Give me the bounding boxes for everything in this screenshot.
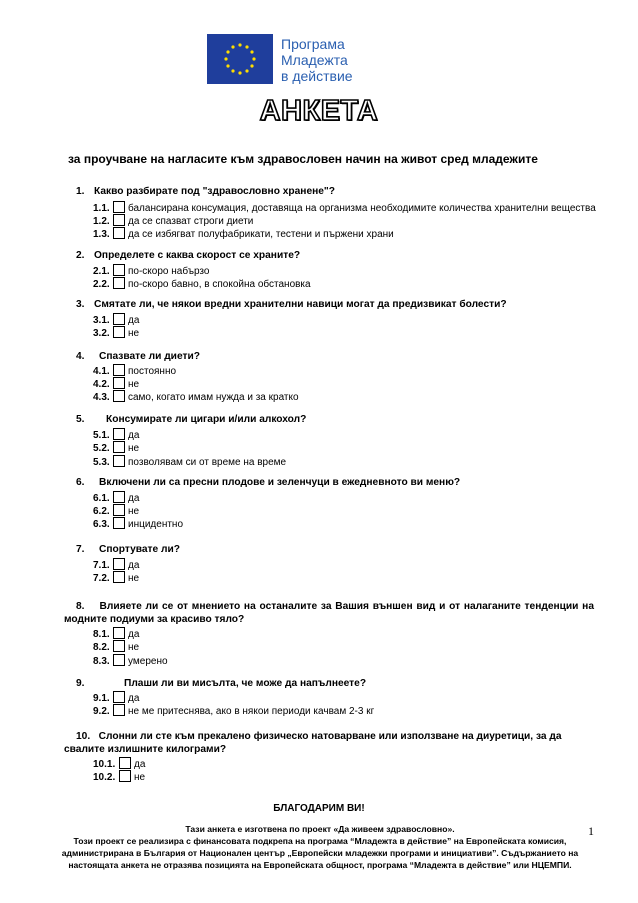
question-text: Включени ли са пресни плодове и зеленчуци в ежедневното ви меню?	[99, 477, 461, 488]
option-number: 3.2.	[93, 328, 110, 339]
option-number: 5.2.	[93, 443, 110, 454]
option-text: не	[128, 642, 140, 653]
option-text: да	[128, 560, 140, 571]
checkbox[interactable]	[113, 455, 125, 467]
question-text: Какво разбирате под "здравословно хранене"?	[94, 186, 335, 197]
option-number: 9.1.	[93, 693, 110, 704]
checkbox[interactable]	[113, 227, 125, 239]
checkbox[interactable]	[113, 504, 125, 516]
thanks-text: БЛАГОДАРИМ ВИ!	[273, 803, 365, 814]
footer-line-3: администрирана в България от Национален център „Европейски младежки програми и инициативи”. Съдържанието на	[61, 848, 579, 858]
question-text: Спазвате ли диети?	[99, 351, 200, 362]
option-1-2[interactable]	[93, 214, 253, 226]
option-text: да се спазват строги диети	[128, 216, 254, 227]
option-9-2[interactable]	[93, 704, 374, 716]
option-text: само, когато имам нужда и за кратко	[128, 392, 299, 403]
option-number: 10.1.	[93, 759, 116, 770]
question-text: Определете с каква скорост се храните?	[94, 250, 301, 261]
question-8	[64, 600, 594, 626]
option-number: 6.1.	[93, 493, 110, 504]
question-1	[76, 186, 335, 197]
option-number: 10.2.	[93, 772, 116, 783]
option-text: балансирана консумация, доставяща на организма необходимите количества хранителни вещества	[128, 203, 596, 214]
question-text: Консумирате ли цигари и/или алкохол?	[106, 414, 307, 425]
question-4	[76, 351, 200, 362]
question-5	[76, 414, 306, 425]
page-subtitle: за проучване на нагласите към здравословен начин на живот сред младежите	[68, 152, 538, 166]
option-number: 1.1.	[93, 203, 110, 214]
option-text: не ме притеснява, ако в някои периоди качвам 2-3 кг	[128, 706, 375, 717]
option-number: 7.2.	[93, 573, 110, 584]
checkbox[interactable]	[113, 364, 125, 376]
option-3-2[interactable]	[93, 326, 139, 338]
option-number: 2.1.	[93, 266, 110, 277]
option-text: да се избягват полуфабрикати, тестени и пържени храни	[128, 229, 394, 240]
checkbox[interactable]	[113, 704, 125, 716]
question-number: 2.	[76, 250, 85, 261]
question-number: 1.	[76, 186, 85, 197]
option-2-2[interactable]	[93, 277, 311, 289]
option-text: да	[128, 315, 140, 326]
option-8-2[interactable]	[93, 640, 139, 652]
checkbox[interactable]	[113, 326, 125, 338]
option-text: умерено	[128, 656, 168, 667]
question-text: Плаши ли ви мисълта, че може да напълнеете?	[124, 678, 367, 689]
question-10	[64, 730, 594, 756]
option-4-1[interactable]	[93, 364, 176, 376]
option-6-2[interactable]	[93, 504, 139, 516]
option-number: 5.1.	[93, 430, 110, 441]
question-number: 6.	[76, 477, 85, 488]
option-5-1[interactable]	[93, 428, 139, 440]
checkbox[interactable]	[113, 558, 125, 570]
logo-line-2: Младежта	[281, 52, 348, 68]
option-number: 1.2.	[93, 216, 110, 227]
option-text: по-скоро набързо	[128, 266, 210, 277]
option-8-3[interactable]	[93, 654, 168, 666]
page-title: АНКЕТА	[259, 95, 379, 127]
logo-text	[281, 36, 353, 84]
option-4-2[interactable]	[93, 377, 139, 389]
question-3	[76, 299, 507, 310]
option-number: 9.2.	[93, 706, 110, 717]
checkbox[interactable]	[113, 571, 125, 583]
question-number: 9.	[76, 678, 85, 689]
eu-flag-icon	[207, 34, 273, 84]
option-10-1[interactable]	[93, 757, 145, 769]
option-text: постоянно	[128, 366, 177, 377]
option-6-1[interactable]	[93, 491, 139, 503]
option-1-1[interactable]	[93, 201, 596, 213]
option-number: 2.2.	[93, 279, 110, 290]
option-5-2[interactable]	[93, 441, 139, 453]
option-text: не	[128, 573, 140, 584]
option-2-1[interactable]	[93, 264, 209, 276]
option-text: не	[134, 772, 146, 783]
checkbox[interactable]	[113, 264, 125, 276]
option-text: не	[128, 443, 140, 454]
option-number: 4.1.	[93, 366, 110, 377]
question-number: 4.	[76, 351, 85, 362]
checkbox[interactable]	[119, 757, 131, 769]
option-text: да	[128, 693, 140, 704]
option-text: инцидентно	[128, 519, 184, 530]
option-7-1[interactable]	[93, 558, 139, 570]
option-number: 4.3.	[93, 392, 110, 403]
option-6-3[interactable]	[93, 517, 183, 529]
option-1-3[interactable]	[93, 227, 394, 239]
question-text: Смятате ли, че някои вредни хранителни навици могат да предизвикат болести?	[94, 299, 507, 310]
option-text: не	[128, 506, 140, 517]
checkbox[interactable]	[113, 377, 125, 389]
checkbox[interactable]	[119, 770, 131, 782]
checkbox[interactable]	[113, 428, 125, 440]
option-text: да	[128, 629, 140, 640]
question-7	[76, 544, 180, 555]
question-9	[76, 678, 366, 689]
logo-line-3: в действие	[281, 68, 353, 84]
program-logo	[207, 34, 367, 86]
question-number: 3.	[76, 299, 85, 310]
checkbox[interactable]	[113, 691, 125, 703]
footer-line-4: настоящата анкета не отразява позицията на Европейската общност, програма “Младежта в действие” или НЦЕМПИ.	[68, 860, 572, 870]
question-number: 10.	[76, 731, 91, 742]
option-text: не	[128, 379, 140, 390]
footer-line-2: Този проект се реализира с финансовата подкрепа на програма “Младежта в действие” на Европейската комисия,	[73, 836, 567, 846]
checkbox[interactable]	[113, 277, 125, 289]
question-number: 8.	[76, 601, 85, 612]
checkbox[interactable]	[113, 654, 125, 666]
question-6	[76, 477, 460, 488]
question-text: Спортувате ли?	[99, 544, 180, 555]
option-number: 4.2.	[93, 379, 110, 390]
option-3-1[interactable]	[93, 313, 139, 325]
option-number: 6.2.	[93, 506, 110, 517]
option-8-1[interactable]	[93, 627, 139, 639]
option-7-2[interactable]	[93, 571, 139, 583]
question-number: 7.	[76, 544, 85, 555]
option-number: 8.1.	[93, 629, 110, 640]
option-text: да	[128, 493, 140, 504]
checkbox[interactable]	[113, 201, 125, 213]
option-number: 6.3.	[93, 519, 110, 530]
option-number: 1.3.	[93, 229, 110, 240]
option-text: да	[134, 759, 146, 770]
checkbox[interactable]	[113, 441, 125, 453]
option-5-3[interactable]	[93, 455, 286, 467]
checkbox[interactable]	[113, 640, 125, 652]
option-number: 3.1.	[93, 315, 110, 326]
option-number: 8.3.	[93, 656, 110, 667]
question-number: 5.	[76, 414, 85, 425]
option-text: позволявам си от време на време	[128, 457, 287, 468]
checkbox[interactable]	[113, 390, 125, 402]
page-number: 1	[588, 824, 594, 838]
checkbox[interactable]	[113, 313, 125, 325]
checkbox[interactable]	[113, 491, 125, 503]
option-text: по-скоро бавно, в спокойна обстановка	[128, 279, 311, 290]
option-text: не	[128, 328, 140, 339]
option-text: да	[128, 430, 140, 441]
option-number: 7.1.	[93, 560, 110, 571]
option-number: 5.3.	[93, 457, 110, 468]
question-text: Влияете ли се от мнението на останалите за Вашия външен вид и от налаганите тенденции на модните подиуми за красиво тяло?	[64, 601, 594, 625]
checkbox[interactable]	[113, 517, 125, 529]
checkbox[interactable]	[113, 214, 125, 226]
logo-line-1: Програма	[281, 36, 345, 52]
checkbox[interactable]	[113, 627, 125, 639]
option-9-1[interactable]	[93, 691, 139, 703]
option-4-3[interactable]	[93, 390, 299, 402]
question-text: Слонни ли сте към прекалено физическо натоварване или използване на диуретици, за да свалите излишните килограми?	[64, 731, 562, 755]
option-number: 8.2.	[93, 642, 110, 653]
option-10-2[interactable]	[93, 770, 145, 782]
question-2	[76, 250, 300, 261]
footer-line-1: Тази анкета е изготвена по проект «Да живеем здравословно».	[185, 824, 455, 834]
